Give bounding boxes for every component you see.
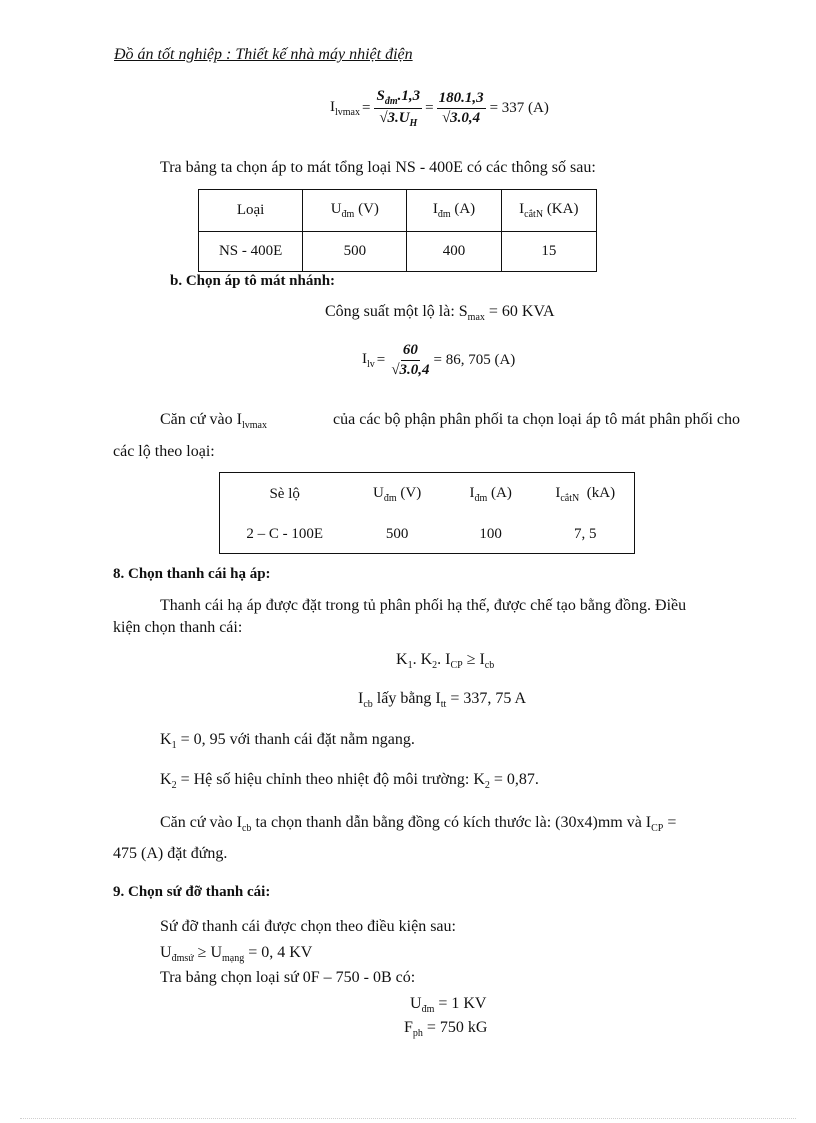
- fraction-1: $\frac{S_{đm}.1,3}{√3.U_H}$: [376, 88, 421, 129]
- table-row: [199, 232, 597, 272]
- table-header-cell: $I_{đm}$ (A): [469, 484, 512, 504]
- table-header-cell: $U_{đm}$ (V): [303, 190, 407, 232]
- page-header: Đồ án tốt nghiệp : Thiết kế nhà máy nhiệt điện: [114, 46, 413, 63]
- formula-lhs: $I_{lvmax}$: [330, 99, 360, 118]
- para-can-cu-1: Căn cứ vào $I_{lvmax}$ của các bộ phận phân phối ta chọn loại áp tô mát phân phối cho: [160, 411, 740, 431]
- condition-k1k2: $K_1$. $K_2$. $I_{CP} \ge I_{cb}$: [396, 651, 495, 671]
- table-header-cell: Sè lộ: [269, 485, 300, 502]
- para-can-cu-2b: 475 (A) đặt đứng.: [113, 845, 228, 862]
- para-thanh-cai-a: Thanh cái hạ áp được đặt trong tủ phân phối hạ thế, được chế tạo bằng đồng. Điều: [160, 597, 687, 614]
- table-atomat-nhanh: [219, 472, 635, 554]
- table-atomat-tong: [198, 189, 597, 272]
- table-cell: 15: [501, 232, 596, 272]
- table-cell: 500: [385, 525, 409, 542]
- para-tra-bang: Tra bảng ta chọn áp to mát tổng loại NS - 400E có các thông số sau:: [160, 159, 596, 176]
- formula-ilvmax: $I_{lvmax}$ = $\frac{S_{đm}.1,3}{√3.U_H}$ = $\frac{180.1,3}{√3.0,4}$ = 337 (A): [330, 88, 549, 129]
- table-header-cell: $I_{cắtN}$ (KA): [501, 190, 596, 232]
- heading-b: b. Chọn áp tô mát nhánh:: [170, 273, 336, 289]
- para-thanh-cai-b: kiện chọn thanh cái:: [113, 619, 243, 636]
- table-header-cell: $I_{đm}$ (A): [407, 190, 501, 232]
- table-header-cell: $I_{cắtN}$ (kA): [555, 484, 616, 504]
- fph-line: $F_{ph} = 750$ kG: [404, 1019, 488, 1039]
- table-cell: 400: [407, 232, 501, 272]
- k2-line: $K_2$ = Hệ số hiệu chỉnh theo nhiệt độ môi trường: $K_2 = 0,87$.: [160, 771, 539, 791]
- table-cell: 7, 5: [573, 525, 597, 542]
- k1-line: $K_1 = 0$, 95 với thanh cái đặt nằm ngang.: [160, 731, 415, 751]
- heading-8: 8. Chọn thanh cái hạ áp:: [113, 566, 271, 582]
- fraction-2: $\frac{180.1,3}{√3.0,4}$: [438, 90, 484, 126]
- table-cell: NS - 400E: [199, 232, 303, 272]
- table-row: [220, 515, 635, 553]
- udm-su-line: $U_{đmsứ} \ge U_{mạng} = 0$, 4 KV: [160, 944, 313, 964]
- condition-icb: $I_{cb}$ lấy bằng $I_{tt} = 337$, 75 A: [358, 690, 527, 710]
- formula-ilv: $I_{lv}$ = $\frac{60}{√3.0,4}$ = 86, 705 (A): [362, 342, 516, 378]
- para-su-do: Sứ đỡ thanh cái được chọn theo điều kiện sau:: [160, 918, 456, 935]
- para-can-cu-2: Căn cứ vào $I_{cb}$ ta chọn thanh dẫn bằng đồng có kích thước là: (30x4)mm và $I_{CP}$ =: [160, 814, 677, 834]
- table-header-cell: $U_{đm}$ (V): [373, 484, 422, 504]
- table-cell: 500: [303, 232, 407, 272]
- table-cell: 100: [479, 525, 502, 542]
- page-bottom-divider: [20, 1118, 796, 1119]
- table-cell: 2 – C - 100E: [246, 525, 324, 542]
- fraction-3: $\frac{60}{√3.0,4}$: [391, 342, 430, 378]
- cong-suat-line: Công suất một lộ là: $S_{max} = 60$ KVA: [325, 303, 555, 323]
- para-tra-bang-su: Tra bảng chọn loại sứ 0F – 750 - 0B có:: [160, 969, 416, 986]
- heading-9: 9. Chọn sứ đỡ thanh cái:: [113, 884, 271, 900]
- table-header-cell: Loại: [199, 190, 303, 232]
- udm-line: $U_{đm} = 1$ KV: [410, 995, 487, 1015]
- para-can-cu-1b: các lộ theo loại:: [113, 443, 215, 460]
